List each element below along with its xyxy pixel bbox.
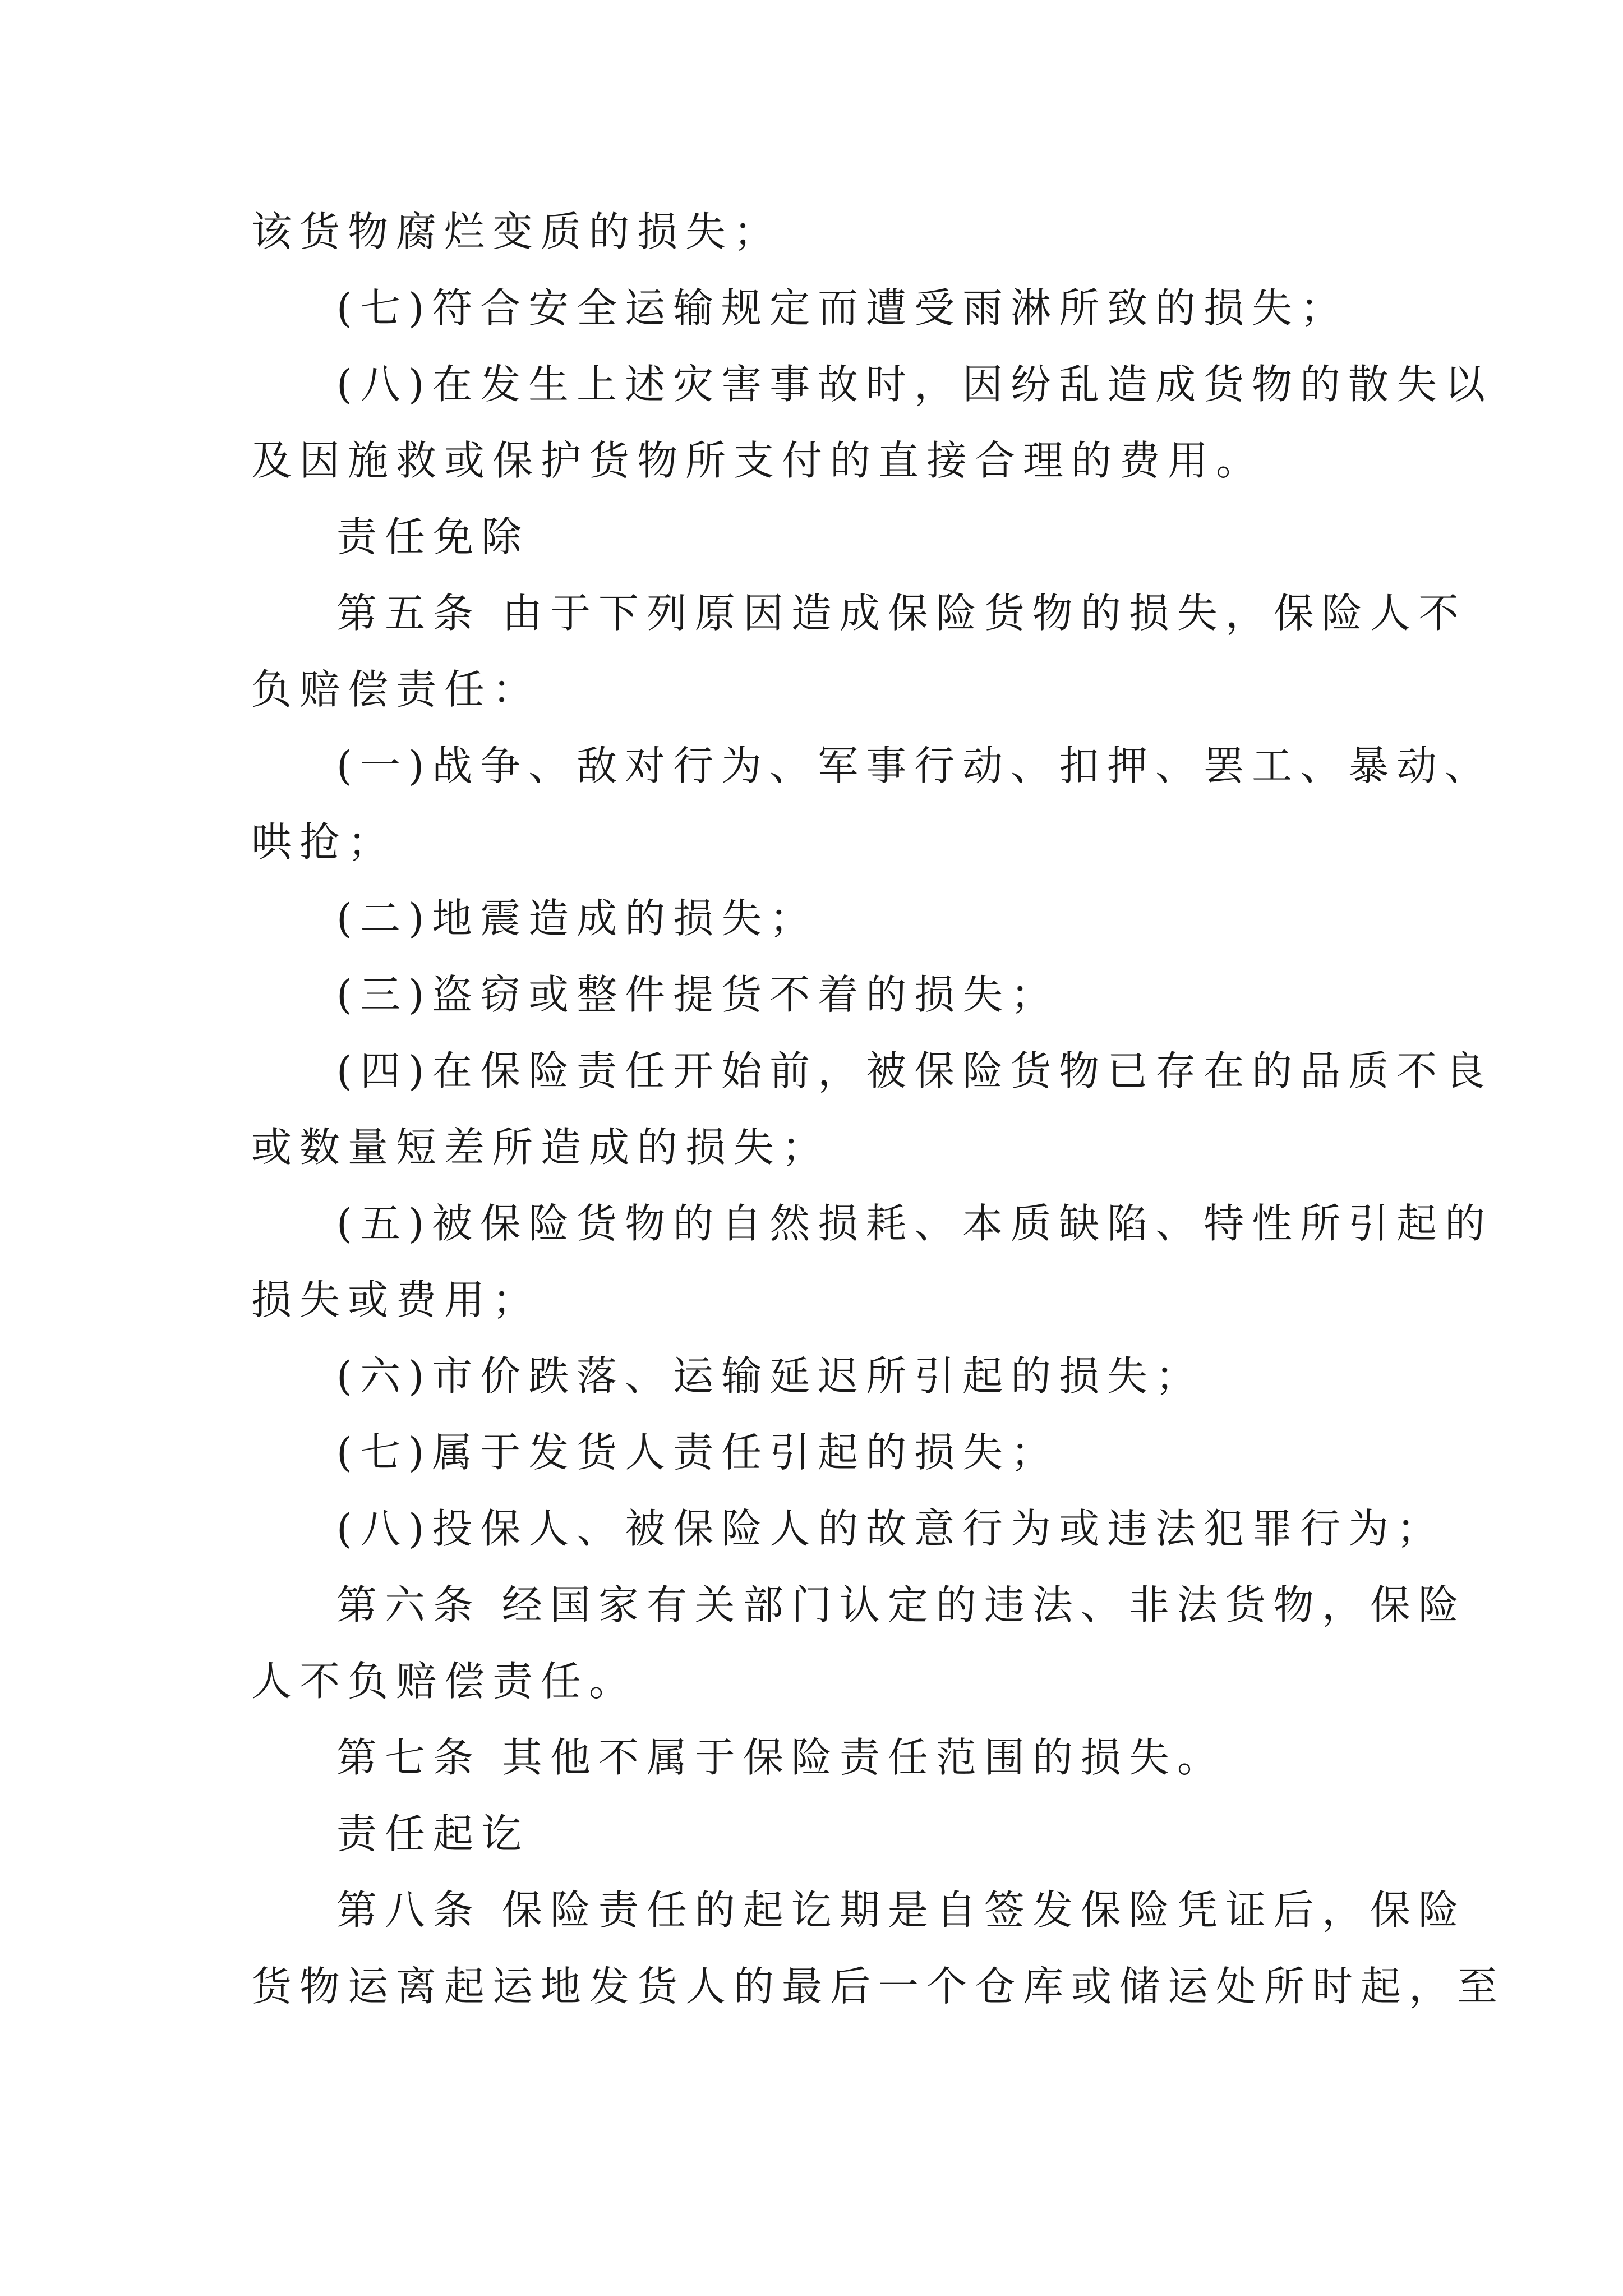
- text-line: 损失或费用；: [251, 1276, 541, 1323]
- text-line: (二)地震造成的损失；: [336, 895, 818, 942]
- text-line: 及因施救或保护货物所支付的直接合理的费用。: [251, 437, 1265, 484]
- text-line: 第五条 由于下列原因造成保险货物的损失，保险人不: [336, 590, 1467, 637]
- text-line: (五)被保险货物的自然损耗、本质缺陷、特性所引起的: [336, 1200, 1493, 1247]
- text-line: 负赔偿责任：: [251, 666, 541, 713]
- text-line: 该货物腐烂变质的损失；: [251, 208, 782, 255]
- text-line: (七)属于发货人责任引起的损失；: [336, 1429, 1059, 1476]
- text-line: (八)投保人、被保险人的故意行为或违法犯罪行为；: [336, 1505, 1445, 1552]
- text-line: 第八条 保险责任的起讫期是自签发保险凭证后，保险: [336, 1887, 1467, 1934]
- text-line: 人不负赔偿责任。: [251, 1658, 638, 1705]
- text-line: 或数量短差所造成的损失；: [251, 1124, 831, 1171]
- text-line: 第七条 其他不属于保险责任范围的损失。: [336, 1734, 1225, 1781]
- text-line: (一)战争、敌对行为、军事行动、扣押、罢工、暴动、: [336, 742, 1493, 789]
- text-line: (三)盗窃或整件提货不着的损失；: [336, 971, 1059, 1018]
- text-line: (四)在保险责任开始前，被保险货物已存在的品质不良: [336, 1047, 1493, 1094]
- text-line: (七)符合安全运输规定而遭受雨淋所致的损失；: [336, 284, 1349, 332]
- text-line: 哄抢；: [251, 818, 396, 866]
- text-line: 货物运离起运地发货人的最后一个仓库或储运处所时起，至: [251, 1963, 1506, 2010]
- section-heading: 责任起讫: [336, 1810, 530, 1857]
- text-line: (六)市价跌落、运输延迟所引起的损失；: [336, 1352, 1204, 1400]
- text-line: 第六条 经国家有关部门认定的违法、非法货物，保险: [336, 1581, 1467, 1628]
- text-line: (八)在发生上述灾害事故时，因纷乱造成货物的散失以: [336, 361, 1493, 408]
- section-heading: 责任免除: [336, 513, 530, 560]
